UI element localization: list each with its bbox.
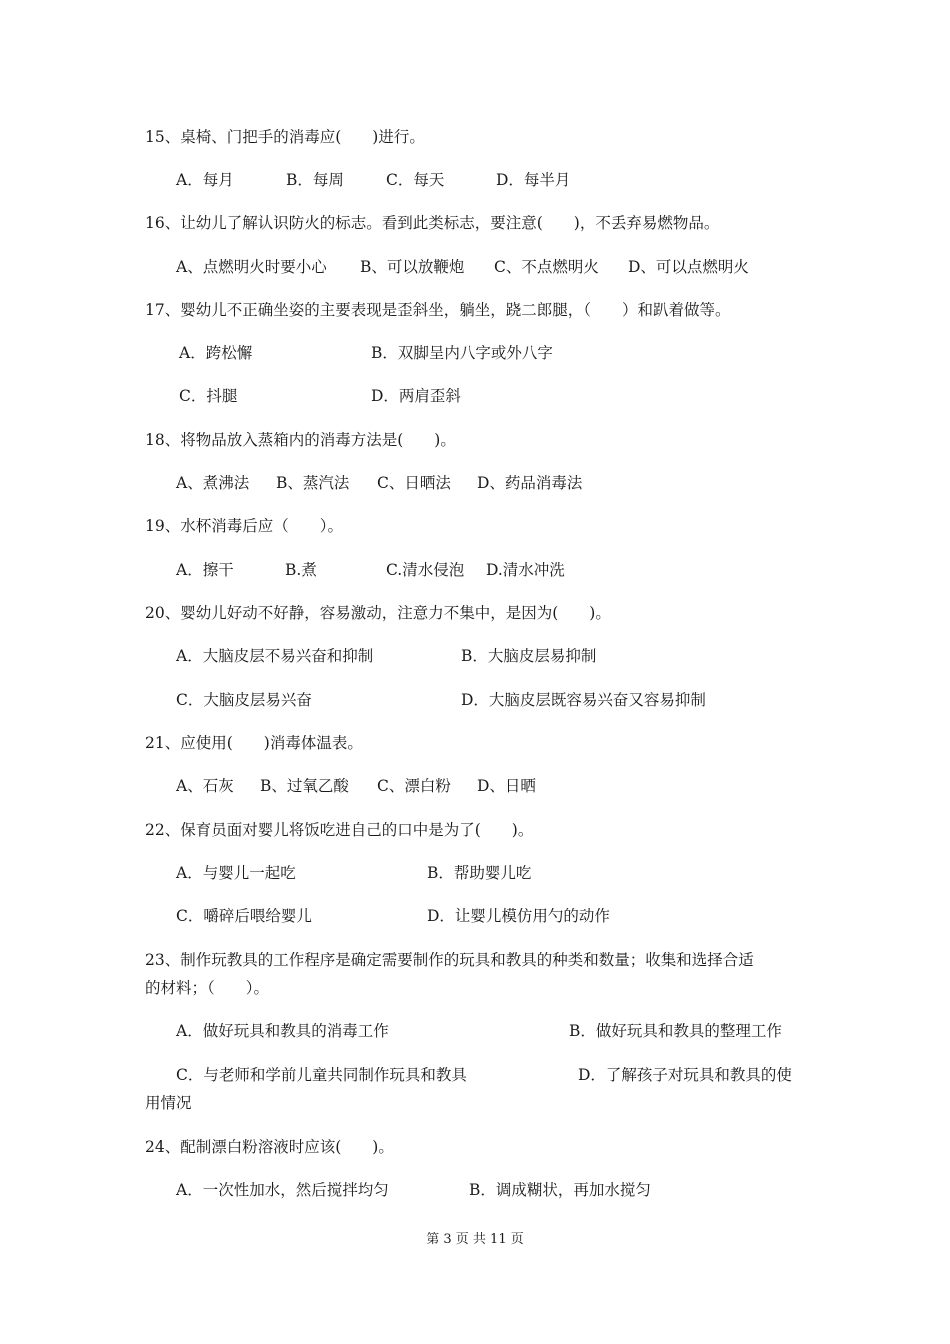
q20-option-d: D．大脑皮层既容易兴奋又容易抑制 <box>461 691 706 709</box>
question-18-stem: 18、将物品放入蒸箱内的消毒方法是( )。 <box>145 431 456 449</box>
q16-option-d: D、可以点燃明火 <box>628 258 749 276</box>
question-22-stem: 22、保育员面对婴儿将饭吃进自己的口中是为了( )。 <box>145 821 534 839</box>
q23-option-d: D．了解孩子对玩具和教具的使 <box>578 1066 792 1084</box>
q18-option-d: D、药品消毒法 <box>477 474 583 492</box>
q23-option-a: A．做好玩具和教具的消毒工作 <box>176 1022 389 1040</box>
q22-option-c: C．嚼碎后喂给婴儿 <box>176 907 312 925</box>
q20-option-a: A．大脑皮层不易兴奋和抑制 <box>176 647 374 665</box>
q18-option-b: B、蒸汽法 <box>276 474 350 492</box>
q22-option-a: A．与婴儿一起吃 <box>176 864 296 882</box>
q20-option-b: B．大脑皮层易抑制 <box>461 647 597 665</box>
question-24-stem: 24、配制漂白粉溶液时应该( )。 <box>145 1138 394 1156</box>
page-footer: 第 3 页 共 11 页 <box>426 1232 524 1247</box>
q15-option-c: C．每天 <box>386 171 445 189</box>
q19-option-a: A．擦干 <box>176 561 234 579</box>
q16-option-c: C、不点燃明火 <box>494 258 599 276</box>
question-23-stem-line2: 的材料；（ ）。 <box>145 979 270 997</box>
q22-option-d: D．让婴儿模仿用勺的动作 <box>427 907 610 925</box>
q19-option-d: D.清水冲洗 <box>486 561 565 579</box>
q22-option-b: B．帮助婴儿吃 <box>427 864 532 882</box>
q15-option-b: B．每周 <box>286 171 344 189</box>
q15-option-a: A．每月 <box>176 171 234 189</box>
q16-option-b: B、可以放鞭炮 <box>360 258 465 276</box>
q24-option-a: A．一次性加水，然后搅拌均匀 <box>176 1181 389 1199</box>
q21-option-b: B、过氧乙酸 <box>260 777 349 795</box>
q16-option-a: A、点燃明火时要小心 <box>176 258 327 276</box>
q21-option-d: D、日晒 <box>477 777 536 795</box>
q17-option-d: D．两肩歪斜 <box>371 387 461 405</box>
q15-option-d: D．每半月 <box>496 171 571 189</box>
question-16-stem: 16、让幼儿了解认识防火的标志。看到此类标志，要注意( )，不丢弃易燃物品。 <box>145 214 720 232</box>
question-19-stem: 19、水杯消毒后应（ ）。 <box>145 517 343 535</box>
q20-option-c: C．大脑皮层易兴奋 <box>176 691 312 709</box>
q17-option-b: B．双脚呈内八字或外八字 <box>371 344 553 362</box>
q21-option-c: C、漂白粉 <box>377 777 451 795</box>
question-21-stem: 21、应使用( )消毒体温表。 <box>145 734 363 752</box>
q18-option-c: C、日晒法 <box>377 474 451 492</box>
question-17-stem: 17、婴幼儿不正确坐姿的主要表现是歪斜坐，躺坐，跷二郎腿，（ ）和趴着做等。 <box>145 301 731 319</box>
q18-option-a: A、煮沸法 <box>176 474 250 492</box>
q19-option-b: B.煮 <box>285 561 317 579</box>
question-23-stem-line1: 23、制作玩教具的工作程序是确定需要制作的玩具和教具的种类和数量；收集和选择合适 <box>145 951 754 969</box>
q23-option-d-wrap: 用情况 <box>145 1094 192 1112</box>
q17-option-c: C．抖腿 <box>179 387 238 405</box>
q17-option-a: A．跨松懈 <box>179 344 253 362</box>
q23-option-c: C．与老师和学前儿童共同制作玩具和教具 <box>176 1066 467 1084</box>
question-15-stem: 15、桌椅、门把手的消毒应( )进行。 <box>145 128 425 146</box>
q19-option-c: C.清水侵泡 <box>386 561 465 579</box>
q24-option-b: B．调成糊状，再加水搅匀 <box>469 1181 651 1199</box>
q21-option-a: A、石灰 <box>176 777 234 795</box>
question-20-stem: 20、婴幼儿好动不好静，容易激动，注意力不集中，是因为( )。 <box>145 604 611 622</box>
q23-option-b: B．做好玩具和教具的整理工作 <box>569 1022 782 1040</box>
